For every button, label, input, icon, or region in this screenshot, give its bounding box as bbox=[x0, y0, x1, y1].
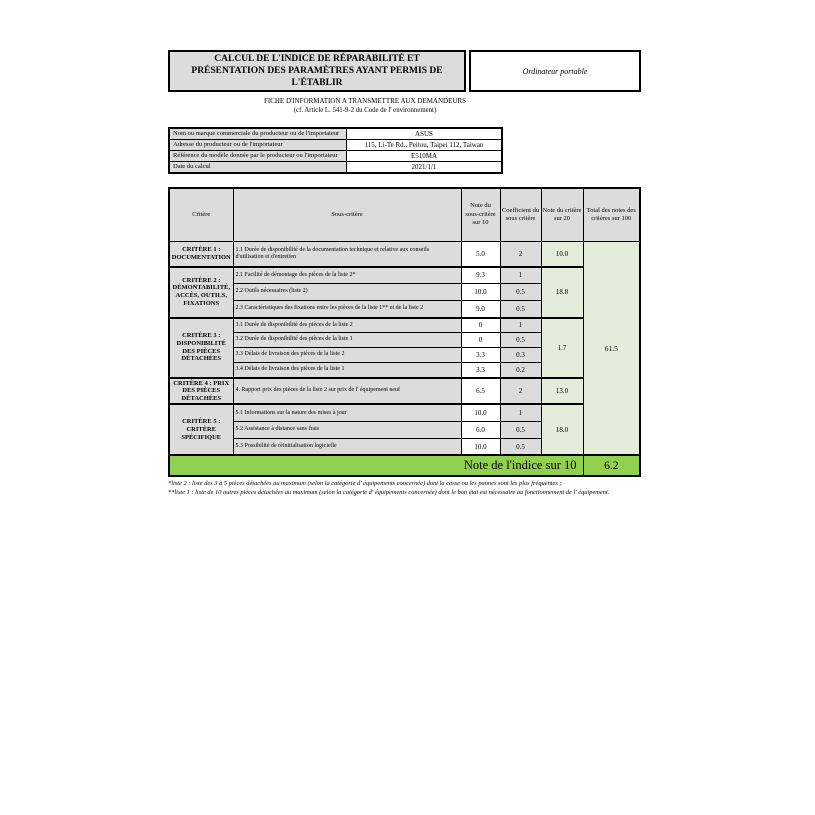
table-row bbox=[169, 318, 640, 333]
info-label-calc-date: Date du calcul bbox=[169, 162, 347, 174]
sub-criterion-cell: 2.2 Outils nécessaires (liste 2) bbox=[233, 284, 461, 301]
coefficient-cell: 0.5 bbox=[500, 333, 541, 348]
sub-criterion-cell: 3.4 Délais de livraison des pièces de la liste 1 bbox=[233, 363, 461, 378]
info-label-producer-address: Adresse du producteur ou de l'importateur bbox=[169, 140, 347, 151]
coefficient-cell: 1 bbox=[500, 404, 541, 421]
coefficient-cell: 0.5 bbox=[500, 301, 541, 318]
fiche-heading bbox=[168, 97, 562, 115]
criterion-score-cell: 18.0 bbox=[541, 404, 583, 455]
footnote-2: **liste 1 : liste de 10 autres pièces détachées au maximum (selon la catégorie d' équipements concernée) dont le bon état est nécessaire au fonctionnement de l' équipement. bbox=[168, 488, 610, 496]
table-row bbox=[169, 378, 640, 405]
repairability-index-label: Note de l'indice sur 10 bbox=[169, 455, 583, 476]
subscore-cell: 0 bbox=[461, 333, 500, 348]
producer-info-table bbox=[168, 127, 503, 174]
column-header-note-sous-critere: Note du sous-critère sur 10 bbox=[461, 188, 500, 242]
criterion-3-cell: CRITÈRE 3 : DISPONIBILITÉ DES PIÈCES DÉTACHÉES bbox=[169, 318, 233, 378]
column-header-total: Total des notes des critères sur 100 bbox=[583, 188, 640, 242]
document-title-line2: PRÉSENTATION DES PARAMÈTRES AYANT PERMIS DE L'ÉTABLIR bbox=[191, 66, 443, 88]
column-header-coefficient: Coefficient du sous critère bbox=[500, 188, 541, 242]
result-row bbox=[169, 455, 640, 476]
sub-criterion-cell: 2.3 Caractéristiques des fixations entre les pièces de la liste 1** et de la liste 2 bbox=[233, 301, 461, 318]
criterion-score-cell: 10.0 bbox=[541, 242, 583, 267]
document-title-line1: CALCUL DE L'INDICE DE RÉPARABILITÉ ET bbox=[214, 54, 420, 64]
criterion-4-cell: CRITÈRE 4 : PRIX DES PIÈCES DÉTACHÉES bbox=[169, 378, 233, 405]
info-label-producer-name: Nom ou marque commerciale du producteur ou de l'importateur bbox=[169, 128, 347, 140]
criterion-score-cell: 18.8 bbox=[541, 267, 583, 318]
sub-criterion-cell: 3.1 Durée de disponibilité des pièces de la liste 2 bbox=[233, 318, 461, 333]
criterion-2-cell: CRITÈRE 2 : DÉMONTABILITÉ, ACCÈS, OUTILS, FIXATIONS bbox=[169, 267, 233, 318]
coefficient-cell: 2 bbox=[500, 242, 541, 267]
subscore-cell: 6.5 bbox=[461, 378, 500, 405]
column-header-critere: Critère bbox=[169, 188, 233, 242]
sub-criterion-cell: 5.1 Informations sur la nature des mises à jour bbox=[233, 404, 461, 421]
sub-criterion-cell: 2.1 Facilité de démontage des pièces de la liste 2* bbox=[233, 267, 461, 284]
sub-criterion-cell: 5.3 Possibilité de réinitialisation logicielle bbox=[233, 438, 461, 455]
document-title-box bbox=[168, 50, 466, 92]
subscore-cell: 10.0 bbox=[461, 404, 500, 421]
header-row bbox=[168, 50, 641, 92]
subscore-cell: 10.0 bbox=[461, 438, 500, 455]
sub-criterion-cell: 3.2 Durée de disponibilité des pièces de la liste 1 bbox=[233, 333, 461, 348]
criterion-1-cell: CRITÈRE 1 : DOCUMENTATION bbox=[169, 242, 233, 267]
footnote-1: *liste 2 : liste des 3 à 5 pièces détachées au maximum (selon la catégorie d' équipements concernée) dont la casse ou les pannes sont les plus fréquentes ; bbox=[168, 480, 562, 488]
sub-criterion-cell: 1.1 Durée de disponibilité de la documentation technique et relative aux conseils d'utilisation et d'entretien bbox=[233, 242, 461, 267]
subscore-cell: 9.0 bbox=[461, 301, 500, 318]
table-header-row bbox=[169, 188, 640, 242]
subscore-cell: 10.0 bbox=[461, 284, 500, 301]
info-value-calc-date: 2021/1/1 bbox=[347, 162, 503, 174]
criterion-5-cell: CRITÈRE 5 : CRITÈRE SPÉCIFIQUE bbox=[169, 404, 233, 455]
subscore-cell: 6.0 bbox=[461, 421, 500, 438]
total-score-cell: 61.5 bbox=[583, 242, 640, 456]
subscore-cell: 9.3 bbox=[461, 267, 500, 284]
footnotes bbox=[168, 480, 641, 497]
fiche-heading-line1: FICHE D'INFORMATION A TRANSMETTRE AUX DEMANDEURS bbox=[263, 97, 466, 105]
criteria-table bbox=[168, 187, 641, 477]
coefficient-cell: 0.5 bbox=[500, 284, 541, 301]
criterion-score-cell: 1.7 bbox=[541, 318, 583, 378]
repairability-index-value: 6.2 bbox=[583, 455, 640, 476]
coefficient-cell: 0.5 bbox=[500, 438, 541, 455]
device-type-label: Ordinateur portable bbox=[522, 66, 588, 76]
table-row bbox=[169, 151, 502, 162]
subscore-cell: 3.3 bbox=[461, 363, 500, 378]
table-row bbox=[169, 267, 640, 284]
criterion-score-cell: 13.0 bbox=[541, 378, 583, 405]
coefficient-cell: 0.3 bbox=[500, 348, 541, 363]
coefficient-cell: 0.5 bbox=[500, 421, 541, 438]
sub-criterion-cell: 4. Rapport prix des pièces de la liste 2 sur prix de l' équipement neuf bbox=[233, 378, 461, 405]
coefficient-cell: 2 bbox=[500, 378, 541, 405]
repairability-sheet bbox=[168, 50, 641, 497]
info-value-producer-address: 115, Li-Te Rd., Peitou, Taipei 112, Taiwan bbox=[347, 140, 503, 151]
table-row bbox=[169, 242, 640, 267]
info-value-model-reference: E510MA bbox=[347, 151, 503, 162]
sub-criterion-cell: 3.3 Délais de livraison des pièces de la liste 2 bbox=[233, 348, 461, 363]
table-row bbox=[169, 128, 502, 140]
subscore-cell: 5.0 bbox=[461, 242, 500, 267]
info-label-model-reference: Référence du modèle donnée par le producteur ou l'importateur bbox=[169, 151, 347, 162]
coefficient-cell: 0.2 bbox=[500, 363, 541, 378]
table-row bbox=[169, 162, 502, 174]
table-row bbox=[169, 140, 502, 151]
sub-criterion-cell: 5.2 Assistance à distance sans frais bbox=[233, 421, 461, 438]
subscore-cell: 3.3 bbox=[461, 348, 500, 363]
column-header-sous-critere: Sous-critère bbox=[233, 188, 461, 242]
coefficient-cell: 1 bbox=[500, 267, 541, 284]
device-type-box bbox=[469, 50, 641, 92]
column-header-note-critere: Note du critère sur 20 bbox=[541, 188, 583, 242]
fiche-heading-line2: (cf. Article L. 541-9-2 du Code de l' environnement) bbox=[293, 107, 437, 114]
table-row bbox=[169, 404, 640, 421]
subscore-cell: 0 bbox=[461, 318, 500, 333]
info-value-producer-name: ASUS bbox=[347, 128, 503, 140]
coefficient-cell: 1 bbox=[500, 318, 541, 333]
